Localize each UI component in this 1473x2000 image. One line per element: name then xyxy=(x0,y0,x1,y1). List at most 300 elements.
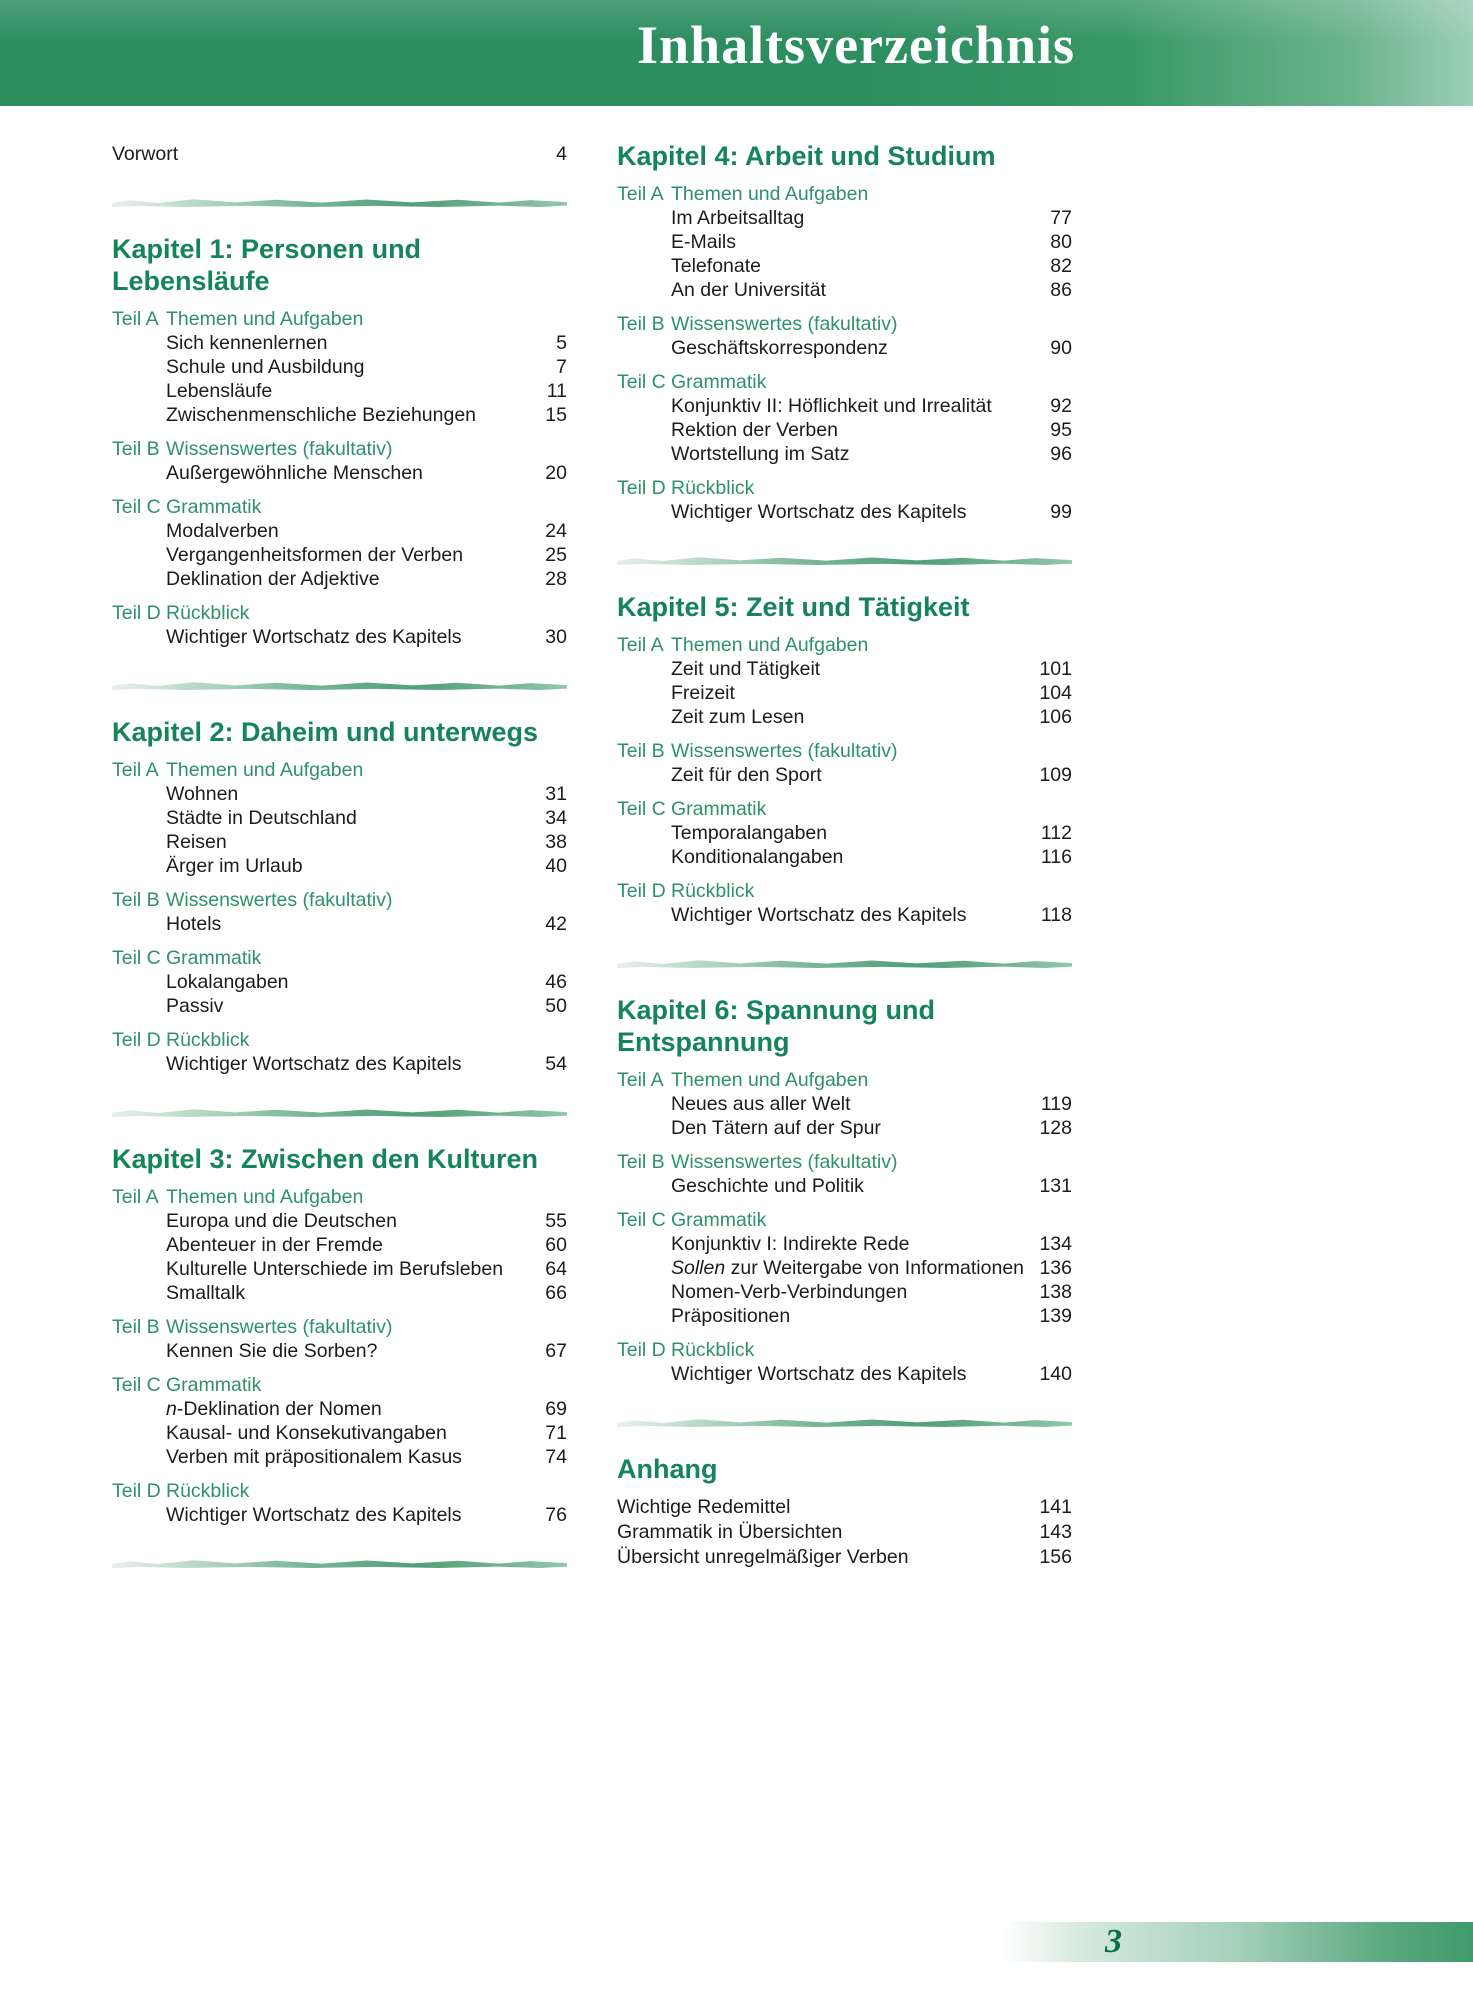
entry-page: 96 xyxy=(1050,443,1072,465)
header-band xyxy=(0,0,1473,106)
toc-entry xyxy=(671,206,1072,230)
entry-page: 11 xyxy=(546,380,567,402)
section-items xyxy=(166,1339,567,1363)
entry-page: 42 xyxy=(545,913,567,935)
section-heading xyxy=(112,946,567,970)
entry-page: 131 xyxy=(1039,1175,1072,1197)
section-divider xyxy=(617,957,1072,968)
chapter-block xyxy=(617,140,1072,524)
entry-label: An der Universität xyxy=(671,279,826,301)
section-items xyxy=(671,500,1072,524)
toc-entry xyxy=(671,1092,1072,1116)
toc-entry xyxy=(671,336,1072,360)
section-items xyxy=(166,331,567,427)
section-name: Grammatik xyxy=(671,798,767,820)
chapter-block xyxy=(617,591,1072,927)
teil-label: Teil D xyxy=(112,602,161,624)
entry-page: 55 xyxy=(545,1210,567,1232)
entry-label: Präpositionen xyxy=(671,1305,791,1327)
section-name: Rückblick xyxy=(166,1029,250,1051)
section-heading xyxy=(112,495,567,519)
entry-page: 90 xyxy=(1050,337,1072,359)
entry-page: 50 xyxy=(545,995,567,1017)
entry-label: Verben mit präpositionalem Kasus xyxy=(166,1446,462,1468)
entry-page: 80 xyxy=(1050,231,1072,253)
section-heading xyxy=(617,1150,1072,1174)
section-items xyxy=(671,821,1072,869)
entry-page: 95 xyxy=(1050,419,1072,441)
entry-label: Geschichte und Politik xyxy=(671,1175,864,1197)
toc-entry xyxy=(671,1304,1072,1328)
toc-entry xyxy=(166,854,567,878)
footer-band xyxy=(1003,1922,1473,1962)
entry-page: 112 xyxy=(1040,822,1072,844)
section-heading xyxy=(112,437,567,461)
entry-page: 69 xyxy=(545,1398,567,1420)
section-heading xyxy=(617,633,1072,657)
toc-entry xyxy=(671,442,1072,466)
section-heading xyxy=(617,739,1072,763)
entry-label: Zeit für den Sport xyxy=(671,764,822,786)
toc-entry xyxy=(166,1209,567,1233)
section-name: Wissenswertes (fakultativ) xyxy=(166,889,393,911)
entry-label: Wichtige Redemittel xyxy=(617,1496,791,1518)
entry-page: 30 xyxy=(545,626,567,648)
entry-page: 82 xyxy=(1050,255,1072,277)
section-name: Grammatik xyxy=(671,1209,767,1231)
section-items xyxy=(166,1397,567,1469)
appendix-block xyxy=(617,1453,1072,1569)
entry-page: 25 xyxy=(545,544,567,566)
section-heading xyxy=(617,476,1072,500)
chapter-section xyxy=(112,888,567,936)
section-heading xyxy=(617,370,1072,394)
entry-page: 119 xyxy=(1040,1093,1072,1115)
toc-entry xyxy=(671,254,1072,278)
section-heading xyxy=(112,1185,567,1209)
entry-label: Übersicht unregelmäßiger Verben xyxy=(617,1546,909,1568)
section-heading xyxy=(617,797,1072,821)
entry-label: Lokalangaben xyxy=(166,971,289,993)
entry-label: Lebensläufe xyxy=(166,380,273,402)
teil-label: Teil A xyxy=(617,634,664,656)
entry-label: Den Tätern auf der Spur xyxy=(671,1117,881,1139)
entry-label: E-Mails xyxy=(671,231,737,253)
section-items xyxy=(166,1503,567,1527)
section-items xyxy=(671,336,1072,360)
teil-label: Teil B xyxy=(112,438,160,460)
entry-label: Konjunktiv I: Indirekte Rede xyxy=(671,1233,910,1255)
toc-entry xyxy=(671,230,1072,254)
entry-label: Kennen Sie die Sorben? xyxy=(166,1340,378,1362)
appendix-items xyxy=(617,1495,1072,1569)
entry-page: 74 xyxy=(545,1446,567,1468)
section-name: Themen und Aufgaben xyxy=(671,1069,869,1091)
entry-page: 109 xyxy=(1039,764,1072,786)
teil-label: Teil B xyxy=(617,313,665,335)
chapter-title: Kapitel 1: Personen und Lebensläufe xyxy=(112,234,422,296)
chapter-section xyxy=(617,879,1072,927)
section-items xyxy=(166,1209,567,1305)
entry-page: 40 xyxy=(545,855,567,877)
teil-label: Teil A xyxy=(112,759,159,781)
chapter-title: Kapitel 4: Arbeit und Studium xyxy=(617,141,996,171)
section-items xyxy=(166,912,567,936)
section-heading xyxy=(617,879,1072,903)
chapter-section xyxy=(617,1150,1072,1198)
toc-entry xyxy=(671,821,1072,845)
entry-label: Wohnen xyxy=(166,783,239,805)
entry-label: Passiv xyxy=(166,995,224,1017)
teil-label: Teil A xyxy=(617,1069,664,1091)
chapter-block xyxy=(617,994,1072,1386)
toc-entry xyxy=(166,543,567,567)
chapter-section xyxy=(617,633,1072,729)
entry-label: Wichtiger Wortschatz des Kapitels xyxy=(671,904,967,926)
toc-entry xyxy=(671,903,1072,927)
toc-entry xyxy=(112,142,567,166)
chapter-title: Kapitel 3: Zwischen den Kulturen xyxy=(112,1144,539,1174)
chapter-section xyxy=(617,312,1072,360)
entry-label: Wichtiger Wortschatz des Kapitels xyxy=(671,501,967,523)
entry-page: 106 xyxy=(1039,706,1072,728)
toc-entry xyxy=(671,394,1072,418)
teil-label: Teil C xyxy=(112,947,161,969)
entry-label: Freizeit xyxy=(671,682,735,704)
toc-entry xyxy=(166,519,567,543)
section-items xyxy=(671,903,1072,927)
section-heading xyxy=(112,1028,567,1052)
toc-entry xyxy=(166,1445,567,1469)
entry-page: 128 xyxy=(1039,1117,1072,1139)
entry-label: Vergangenheitsformen der Verben xyxy=(166,544,464,566)
toc-entry xyxy=(166,1233,567,1257)
entry-label-italic: Sollen xyxy=(671,1257,726,1279)
teil-label: Teil C xyxy=(112,496,161,518)
toc-entry xyxy=(166,806,567,830)
chapter-section xyxy=(617,739,1072,787)
chapter-section xyxy=(112,1373,567,1469)
chapter-title: Kapitel 2: Daheim und unterwegs xyxy=(112,717,539,747)
section-name: Wissenswertes (fakultativ) xyxy=(166,438,393,460)
entry-label: Schule und Ausbildung xyxy=(166,356,365,378)
section-heading xyxy=(617,182,1072,206)
section-heading xyxy=(112,758,567,782)
section-name: Themen und Aufgaben xyxy=(166,308,364,330)
toc-entry xyxy=(671,1280,1072,1304)
toc-entry xyxy=(166,1339,567,1363)
toc-entry xyxy=(671,278,1072,302)
entry-label: Wortstellung im Satz xyxy=(671,443,850,465)
chapter-block xyxy=(112,716,567,1076)
toc-entry xyxy=(617,1545,1072,1569)
entry-label: Abenteuer in der Fremde xyxy=(166,1234,383,1256)
entry-label: Neues aus aller Welt xyxy=(671,1093,851,1115)
section-items xyxy=(166,519,567,591)
entry-label: Smalltalk xyxy=(166,1282,246,1304)
section-heading xyxy=(112,307,567,331)
chapter-title: Kapitel 6: Spannung und Entspannung xyxy=(617,995,935,1057)
column-left xyxy=(112,140,567,1594)
entry-page: 71 xyxy=(545,1422,567,1444)
entry-label: Reisen xyxy=(166,831,227,853)
entry-label: Sich kennenlernen xyxy=(166,332,328,354)
chapter-block xyxy=(112,233,567,649)
teil-label: Teil C xyxy=(112,1374,161,1396)
entry-page: 77 xyxy=(1050,207,1072,229)
chapter-section xyxy=(112,1185,567,1305)
toc-entry xyxy=(166,379,567,403)
toc-entry xyxy=(671,681,1072,705)
entry-page: 116 xyxy=(1040,846,1072,868)
section-heading xyxy=(112,1373,567,1397)
section-items xyxy=(166,970,567,1018)
teil-label: Teil D xyxy=(617,880,666,902)
page-number: 3 xyxy=(1105,1923,1122,1960)
entry-page: 118 xyxy=(1040,904,1072,926)
entry-label: Telefonate xyxy=(671,255,761,277)
entry-label: Städte in Deutschland xyxy=(166,807,357,829)
entry-page: 156 xyxy=(1039,1546,1072,1568)
section-name: Wissenswertes (fakultativ) xyxy=(671,1151,898,1173)
teil-label: Teil C xyxy=(617,1209,666,1231)
entry-label: Wichtiger Wortschatz des Kapitels xyxy=(166,1504,462,1526)
toc-entry xyxy=(166,830,567,854)
section-name: Grammatik xyxy=(166,947,262,969)
entry-page: 60 xyxy=(545,1234,567,1256)
entry-label: Rektion der Verben xyxy=(671,419,838,441)
toc-entry xyxy=(166,1257,567,1281)
section-name: Wissenswertes (fakultativ) xyxy=(166,1316,393,1338)
entry-page: 24 xyxy=(545,520,567,542)
entry-page: 31 xyxy=(545,783,567,805)
entry-page: 143 xyxy=(1039,1521,1072,1543)
section-heading xyxy=(617,312,1072,336)
section-name: Rückblick xyxy=(671,880,755,902)
toc-entry xyxy=(166,1503,567,1527)
chapter-section xyxy=(112,1028,567,1076)
entry-page: 86 xyxy=(1050,279,1072,301)
entry-label: Außergewöhnliche Menschen xyxy=(166,462,423,484)
entry-label: Grammatik in Übersichten xyxy=(617,1521,843,1543)
section-name: Themen und Aufgaben xyxy=(671,183,869,205)
entry-label: Zeit zum Lesen xyxy=(671,706,805,728)
section-heading xyxy=(112,888,567,912)
entry-page: 76 xyxy=(545,1504,567,1526)
entry-page: 15 xyxy=(545,404,567,426)
toc-entry xyxy=(166,994,567,1018)
entry-page: 140 xyxy=(1039,1363,1072,1385)
toc-entry xyxy=(671,1232,1072,1256)
teil-label: Teil C xyxy=(617,798,666,820)
teil-label: Teil A xyxy=(112,308,159,330)
appendix-title: Anhang xyxy=(617,1454,718,1484)
entry-label: Wichtiger Wortschatz des Kapitels xyxy=(671,1363,967,1385)
teil-label: Teil B xyxy=(112,889,160,911)
section-items xyxy=(671,206,1072,302)
chapter-section xyxy=(617,370,1072,466)
entry-page: 92 xyxy=(1050,395,1072,417)
entry-page: 34 xyxy=(545,807,567,829)
entry-label: Sollen zur Weitergabe von Informationen xyxy=(671,1257,1025,1279)
chapter-section xyxy=(617,1338,1072,1386)
toc-entry xyxy=(166,625,567,649)
chapter-section xyxy=(112,495,567,591)
toc-entry xyxy=(166,912,567,936)
entry-page: 136 xyxy=(1039,1257,1072,1279)
chapter-section xyxy=(112,1479,567,1527)
toc-entry xyxy=(166,782,567,806)
chapter-section xyxy=(617,182,1072,302)
entry-label: Ärger im Urlaub xyxy=(166,855,303,877)
section-divider xyxy=(112,196,567,207)
entry-page: 134 xyxy=(1039,1233,1072,1255)
entry-label: Hotels xyxy=(166,913,222,935)
section-name: Rückblick xyxy=(166,1480,250,1502)
chapter-section xyxy=(617,797,1072,869)
section-items xyxy=(166,625,567,649)
toc-entry xyxy=(671,500,1072,524)
entry-label: n-Deklination der Nomen xyxy=(166,1398,382,1420)
entry-page: 20 xyxy=(545,462,567,484)
entry-label: Im Arbeitsalltag xyxy=(671,207,805,229)
entry-label: Wichtiger Wortschatz des Kapitels xyxy=(166,626,462,648)
toc-entry xyxy=(166,1397,567,1421)
section-name: Grammatik xyxy=(166,496,262,518)
teil-label: Teil D xyxy=(112,1480,161,1502)
section-name: Rückblick xyxy=(671,477,755,499)
toc-entry xyxy=(671,418,1072,442)
section-divider xyxy=(112,1557,567,1568)
chapter-section xyxy=(112,1315,567,1363)
section-heading xyxy=(112,601,567,625)
entry-label: Kulturelle Unterschiede im Berufsleben xyxy=(166,1258,504,1280)
entry-page: 54 xyxy=(545,1053,567,1075)
chapter-section xyxy=(112,946,567,1018)
section-name: Wissenswertes (fakultativ) xyxy=(671,313,898,335)
section-name: Themen und Aufgaben xyxy=(166,1186,364,1208)
section-name: Themen und Aufgaben xyxy=(671,634,869,656)
entry-label: Wichtiger Wortschatz des Kapitels xyxy=(166,1053,462,1075)
chapter-section xyxy=(112,601,567,649)
chapter-section xyxy=(617,1208,1072,1328)
entry-label: Deklination der Adjektive xyxy=(166,568,380,590)
entry-page: 46 xyxy=(545,971,567,993)
toc-entry xyxy=(671,1362,1072,1386)
toc-entry xyxy=(671,705,1072,729)
toc-entry xyxy=(166,970,567,994)
entry-label: Konjunktiv II: Höflichkeit und Irrealität xyxy=(671,395,992,417)
section-items xyxy=(671,1232,1072,1328)
section-items xyxy=(671,657,1072,729)
teil-label: Teil D xyxy=(112,1029,161,1051)
chapter-title: Kapitel 5: Zeit und Tätigkeit xyxy=(617,592,970,622)
section-divider xyxy=(617,554,1072,565)
toc-entry xyxy=(166,567,567,591)
entry-page: 5 xyxy=(556,332,567,354)
section-items xyxy=(671,1092,1072,1140)
chapter-section xyxy=(112,307,567,427)
column-right xyxy=(617,140,1072,1569)
section-divider xyxy=(112,1106,567,1117)
entry-page: 38 xyxy=(545,831,567,853)
chapter-section xyxy=(112,437,567,485)
toc-entry xyxy=(166,1281,567,1305)
section-name: Grammatik xyxy=(671,371,767,393)
section-name: Themen und Aufgaben xyxy=(166,759,364,781)
entry-page: 141 xyxy=(1039,1496,1072,1518)
section-items xyxy=(671,394,1072,466)
section-items xyxy=(166,782,567,878)
toc-entry xyxy=(617,1495,1072,1519)
toc-entry xyxy=(166,355,567,379)
section-items xyxy=(166,461,567,485)
toc-entry xyxy=(671,763,1072,787)
teil-label: Teil B xyxy=(112,1316,160,1338)
section-name: Grammatik xyxy=(166,1374,262,1396)
entry-page: 7 xyxy=(556,356,567,378)
section-items xyxy=(671,763,1072,787)
section-name: Rückblick xyxy=(671,1339,755,1361)
teil-label: Teil B xyxy=(617,740,665,762)
toc-entry xyxy=(617,1520,1072,1544)
section-heading xyxy=(617,1208,1072,1232)
chapter-section xyxy=(112,758,567,878)
teil-label: Teil B xyxy=(617,1151,665,1173)
entry-label: Kausal- und Konsekutivangaben xyxy=(166,1422,447,1444)
entry-page: 66 xyxy=(545,1282,567,1304)
entry-page: 104 xyxy=(1039,682,1072,704)
section-heading xyxy=(617,1338,1072,1362)
entry-page: 139 xyxy=(1039,1305,1072,1327)
section-items xyxy=(671,1174,1072,1198)
entry-label: Temporalangaben xyxy=(671,822,828,844)
entry-page: 101 xyxy=(1039,658,1072,680)
section-name: Rückblick xyxy=(166,602,250,624)
teil-label: Teil D xyxy=(617,1339,666,1361)
entry-label: Vorwort xyxy=(112,143,179,165)
entry-label: Zeit und Tätigkeit xyxy=(671,658,821,680)
teil-label: Teil A xyxy=(112,1186,159,1208)
teil-label: Teil C xyxy=(617,371,666,393)
toc-entry xyxy=(671,1116,1072,1140)
entry-page: 64 xyxy=(545,1258,567,1280)
entry-page: 4 xyxy=(556,143,567,165)
teil-label: Teil D xyxy=(617,477,666,499)
toc-entry xyxy=(166,403,567,427)
section-heading xyxy=(617,1068,1072,1092)
section-items xyxy=(166,1052,567,1076)
toc-entry xyxy=(166,331,567,355)
toc-entry xyxy=(671,1256,1072,1280)
teil-label: Teil A xyxy=(617,183,664,205)
toc-entry xyxy=(166,1052,567,1076)
entry-page: 99 xyxy=(1050,501,1072,523)
chapter-section xyxy=(617,476,1072,524)
chapter-section xyxy=(617,1068,1072,1140)
entry-page: 138 xyxy=(1039,1281,1072,1303)
toc-entry xyxy=(671,1174,1072,1198)
section-heading xyxy=(112,1479,567,1503)
chapter-block xyxy=(112,1143,567,1527)
section-divider xyxy=(112,679,567,690)
toc-entry xyxy=(671,845,1072,869)
toc-entry xyxy=(166,1421,567,1445)
entry-label: Europa und die Deutschen xyxy=(166,1210,397,1232)
section-divider xyxy=(617,1416,1072,1427)
page-title: Inhaltsverzeichnis xyxy=(636,15,1075,75)
entry-label: Geschäftskorrespondenz xyxy=(671,337,888,359)
